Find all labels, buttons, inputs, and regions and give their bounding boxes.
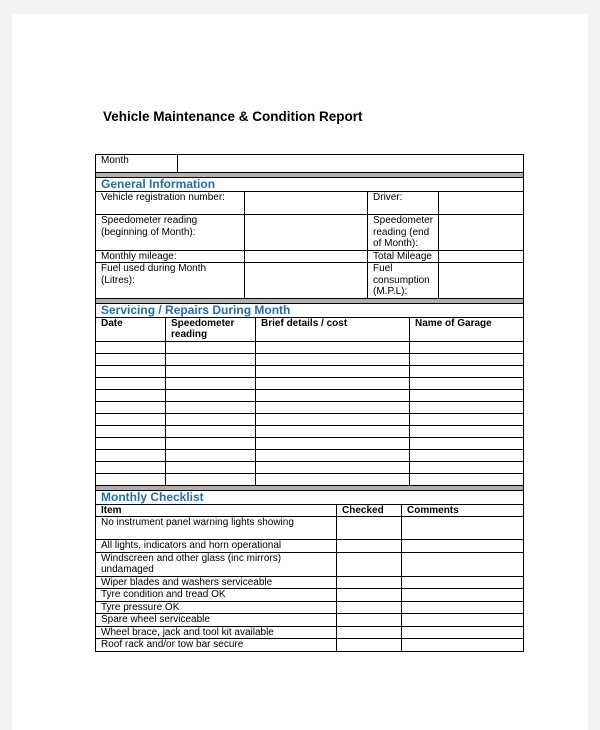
checklist-row	[96, 517, 524, 540]
cell[interactable]	[256, 365, 410, 377]
cell[interactable]	[256, 341, 410, 353]
cell[interactable]	[96, 413, 166, 425]
checked-cell[interactable]	[337, 626, 402, 639]
cell[interactable]	[410, 389, 524, 401]
checklist-row	[96, 601, 524, 614]
month-label: Month	[96, 155, 178, 173]
cell[interactable]	[96, 365, 166, 377]
servicing-row	[96, 353, 524, 365]
cell[interactable]	[166, 365, 256, 377]
cell[interactable]	[256, 473, 410, 485]
cell[interactable]	[410, 449, 524, 461]
comments-cell[interactable]	[402, 576, 524, 589]
col-name-of-garage: Name of Garage	[410, 317, 524, 341]
servicing-row	[96, 473, 524, 485]
cell[interactable]	[96, 461, 166, 473]
cell[interactable]	[256, 449, 410, 461]
fuel-used-label: Fuel used during Month (Litres):	[96, 263, 245, 299]
speedometer-end-field[interactable]	[439, 215, 524, 251]
checked-cell[interactable]	[337, 540, 402, 553]
comments-cell[interactable]	[402, 601, 524, 614]
checklist-row	[96, 614, 524, 627]
cell[interactable]	[166, 425, 256, 437]
comments-cell[interactable]	[402, 639, 524, 652]
fuel-consumption-label: Fuel consumption (M.P.L):	[368, 263, 439, 299]
servicing-row	[96, 389, 524, 401]
cell[interactable]	[410, 437, 524, 449]
checklist-item-label: Tyre condition and tread OK	[96, 589, 337, 602]
cell[interactable]	[166, 461, 256, 473]
servicing-row	[96, 377, 524, 389]
cell[interactable]	[410, 461, 524, 473]
document-page	[12, 14, 588, 730]
col-brief-details: Brief details / cost	[256, 317, 410, 341]
cell[interactable]	[96, 389, 166, 401]
fuel-consumption-field[interactable]	[439, 263, 524, 299]
col-comments: Comments	[402, 504, 524, 517]
servicing-row	[96, 365, 524, 377]
servicing-row	[96, 425, 524, 437]
cell[interactable]	[96, 353, 166, 365]
cell[interactable]	[166, 473, 256, 485]
cell[interactable]	[166, 377, 256, 389]
cell[interactable]	[256, 461, 410, 473]
servicing-row	[96, 413, 524, 425]
report-form	[95, 154, 524, 652]
checklist-item-label: Spare wheel serviceable	[96, 614, 337, 627]
checklist-row	[96, 540, 524, 553]
checklist-item-label: No instrument panel warning lights showing	[96, 517, 337, 540]
checklist-row	[96, 576, 524, 589]
checklist-item-label: Tyre pressure OK	[96, 601, 337, 614]
checklist-row	[96, 626, 524, 639]
cell[interactable]	[166, 449, 256, 461]
comments-cell[interactable]	[402, 552, 524, 576]
col-speedometer-reading: Speedometer reading	[166, 317, 256, 341]
vehicle-registration-label: Vehicle registration number:	[96, 192, 245, 215]
comments-cell[interactable]	[402, 614, 524, 627]
checked-cell[interactable]	[337, 517, 402, 540]
driver-label: Driver:	[368, 192, 439, 215]
checked-cell[interactable]	[337, 639, 402, 652]
checklist-item-label: All lights, indicators and horn operational	[96, 540, 337, 553]
cell[interactable]	[256, 377, 410, 389]
comments-cell[interactable]	[402, 626, 524, 639]
total-mileage-field[interactable]	[439, 250, 524, 263]
checked-cell[interactable]	[337, 589, 402, 602]
checklist-row	[96, 552, 524, 576]
cell[interactable]	[166, 389, 256, 401]
cell[interactable]	[96, 437, 166, 449]
monthly-mileage-label: Monthly mileage:	[96, 250, 245, 263]
checklist-item-label: Wheel brace, jack and tool kit available	[96, 626, 337, 639]
servicing-row	[96, 401, 524, 413]
servicing-row	[96, 341, 524, 353]
servicing-heading: Servicing / Repairs During Month	[96, 303, 524, 317]
cell[interactable]	[410, 377, 524, 389]
cell[interactable]	[166, 413, 256, 425]
cell[interactable]	[410, 425, 524, 437]
driver-field[interactable]	[439, 192, 524, 215]
cell[interactable]	[96, 341, 166, 353]
checked-cell[interactable]	[337, 601, 402, 614]
cell[interactable]	[166, 353, 256, 365]
cell[interactable]	[256, 389, 410, 401]
report-title: Vehicle Maintenance & Condition Report	[103, 109, 363, 124]
checked-cell[interactable]	[337, 552, 402, 576]
cell[interactable]	[96, 401, 166, 413]
cell[interactable]	[96, 473, 166, 485]
checklist-row	[96, 589, 524, 602]
cell[interactable]	[410, 365, 524, 377]
total-mileage-label: Total Mileage	[368, 250, 439, 263]
servicing-row	[96, 437, 524, 449]
comments-cell[interactable]	[402, 589, 524, 602]
checked-cell[interactable]	[337, 614, 402, 627]
comments-cell[interactable]	[402, 517, 524, 540]
servicing-row	[96, 461, 524, 473]
checklist-item-label: Windscreen and other glass (inc mirrors) undamaged	[96, 552, 337, 576]
cell[interactable]	[166, 401, 256, 413]
speedometer-start-label: Speedometer reading (beginning of Month):	[96, 215, 245, 251]
cell[interactable]	[410, 341, 524, 353]
cell[interactable]	[96, 425, 166, 437]
cell[interactable]	[256, 425, 410, 437]
checklist-row	[96, 639, 524, 652]
cell[interactable]	[166, 341, 256, 353]
col-date: Date	[96, 317, 166, 341]
cell[interactable]	[256, 353, 410, 365]
monthly-checklist-heading: Monthly Checklist	[96, 490, 524, 504]
checklist-item-label: Wiper blades and washers serviceable	[96, 576, 337, 589]
vehicle-registration-field[interactable]	[245, 192, 368, 215]
speedometer-start-field[interactable]	[245, 215, 368, 251]
cell[interactable]	[256, 413, 410, 425]
cell[interactable]	[410, 401, 524, 413]
cell[interactable]	[96, 449, 166, 461]
general-information-heading: General Information	[96, 178, 524, 192]
monthly-mileage-field[interactable]	[245, 250, 368, 263]
cell[interactable]	[410, 473, 524, 485]
comments-cell[interactable]	[402, 540, 524, 553]
cell[interactable]	[256, 401, 410, 413]
checklist-item-label: Roof rack and/or tow bar secure	[96, 639, 337, 652]
speedometer-end-label: Speedometer reading (end of Month):	[368, 215, 439, 251]
cell[interactable]	[410, 413, 524, 425]
fuel-used-field[interactable]	[245, 263, 368, 299]
month-field[interactable]	[178, 155, 524, 173]
cell[interactable]	[166, 437, 256, 449]
checked-cell[interactable]	[337, 576, 402, 589]
cell[interactable]	[410, 353, 524, 365]
servicing-row	[96, 449, 524, 461]
cell[interactable]	[256, 437, 410, 449]
col-item: Item	[96, 504, 337, 517]
cell[interactable]	[96, 377, 166, 389]
col-checked: Checked	[337, 504, 402, 517]
